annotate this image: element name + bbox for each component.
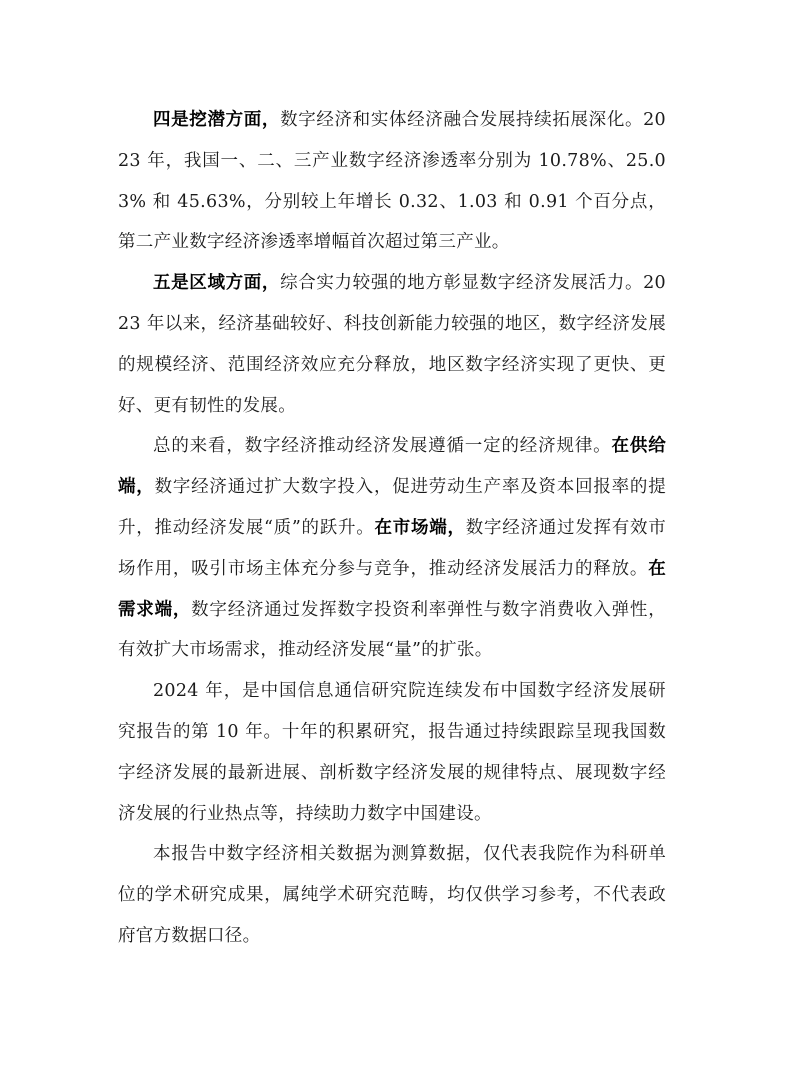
heading-potential: 四是挖潜方面， [153, 110, 281, 130]
text-market-side: 数字经济通过发挥有效市场作用，吸引市场主体充分参与竞争，推动经济发展活力的释放。 [118, 517, 666, 579]
paragraph-summary [118, 426, 666, 671]
heading-demand-side: 在需求端， [118, 558, 666, 620]
paragraph-disclaimer [118, 834, 666, 956]
heading-market-side: 在市场端， [374, 517, 466, 538]
paragraph-potential [118, 100, 666, 263]
paragraph-regional [118, 263, 666, 426]
document-body [118, 100, 666, 957]
heading-regional: 五是区域方面， [153, 273, 281, 294]
text-disclaimer: 本报告中数字经济相关数据为测算数据，仅代表我院作为科研单位的学术研究成果，属纯学术研究范畴，均仅供学习参考，不代表政府官方数据口径。 [118, 844, 666, 946]
paragraph-anniversary [118, 671, 666, 834]
text-demand-side: 数字经济通过发挥数字投资利率弹性与数字消费收入弹性，有效扩大市场需求，推动经济发展“量”的扩张。 [118, 599, 666, 661]
text-potential: 数字经济和实体经济融合发展持续拓展深化。2023 年，我国一、二、三产业数字经济渗透率分别为 10.78%、25.03% 和 45.63%，分别较上年增长 0.32、1.03 和 0.91 个百分点，第二产业数字经济渗透率增幅首次超过第三产业。 [118, 110, 666, 253]
text-supply-side: 数字经济通过扩大数字投入，促进劳动生产率及资本回报率的提升，推动经济发展“质”的跃升。 [118, 477, 666, 538]
heading-supply-side: 在供给端， [118, 436, 666, 498]
text-summary-intro: 总的来看，数字经济推动经济发展遵循一定的经济规律。 [153, 436, 612, 457]
text-anniversary: 2024 年，是中国信息通信研究院连续发布中国数字经济发展研究报告的第 10 年。十年的积累研究，报告通过持续跟踪呈现我国数字经济发展的最新进展、剖析数字经济发展的规律特点、展现数字经济发展的行业热点等，持续助力数字中国建设。 [118, 681, 666, 824]
text-regional: 综合实力较强的地方彰显数字经济发展活力。2023 年以来，经济基础较好、科技创新能力较强的地区，数字经济发展的规模经济、范围经济效应充分释放，地区数字经济实现了更快、更好、更有韧性的发展。 [118, 273, 666, 416]
